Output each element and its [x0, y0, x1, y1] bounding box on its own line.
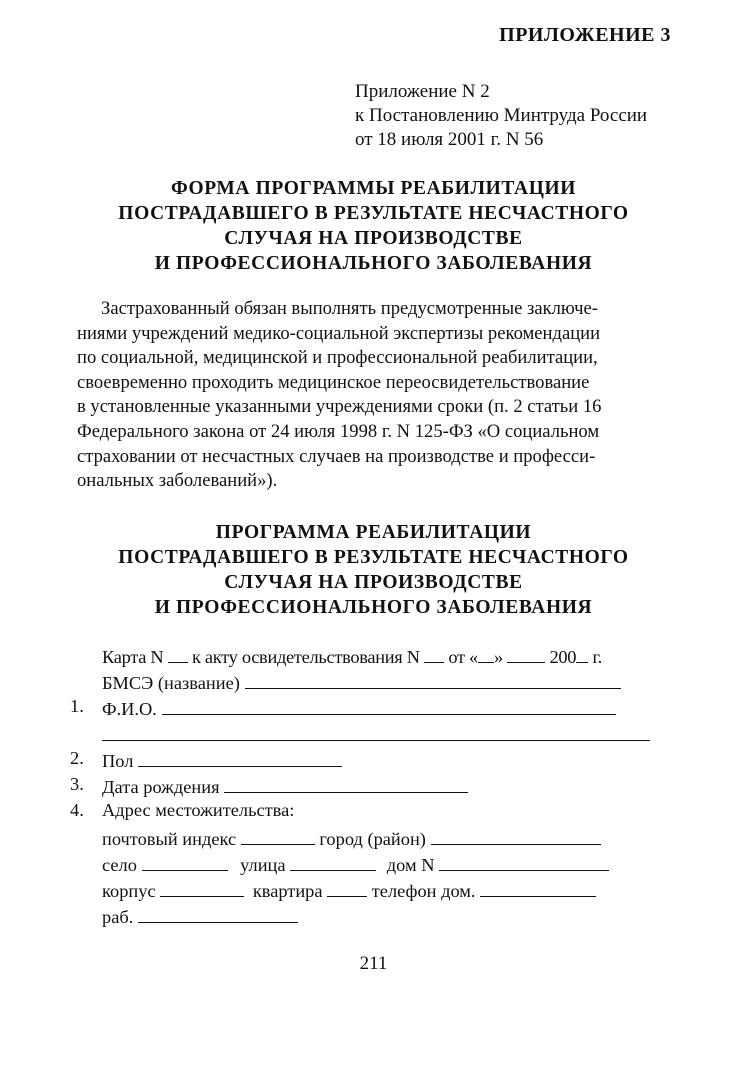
rehabilitation-form [70, 644, 680, 930]
birthdate-label: Дата рождения [102, 777, 220, 797]
work-phone-label: раб. [102, 907, 134, 927]
paragraph-line: ональных заболеваний»). [77, 470, 278, 492]
village-label: село [102, 855, 137, 875]
bmse-name-field[interactable] [245, 670, 621, 689]
act-label: к акту освидетельствования N [191, 647, 420, 667]
building-field[interactable] [160, 878, 244, 897]
paragraph-line: в установленные указанными учреждениями сроки (п. 2 статьи 16 [77, 396, 602, 418]
program-title-line: СЛУЧАЯ НА ПРОИЗВОДСТВЕ [224, 572, 523, 593]
program-title-line: ПРОГРАММА РЕАБИЛИТАЦИИ [215, 522, 532, 543]
program-title-line: И ПРОФЕССИОНАЛЬНОГО ЗАБОЛЕВАНИЯ [154, 597, 593, 618]
work-phone-row [70, 904, 680, 930]
year-digit-field[interactable] [576, 644, 588, 663]
year-label: 200 [549, 647, 577, 667]
item-number: 4. [70, 800, 84, 820]
item-number: 1. [70, 696, 84, 716]
apartment-field[interactable] [327, 878, 367, 897]
birthdate-field[interactable] [224, 774, 468, 793]
postal-city-row [70, 826, 680, 852]
program-title-line: ПОСТРАДАВШЕГО В РЕЗУЛЬТАТЕ НЕСЧАСТНОГО [118, 547, 629, 568]
village-street-row [70, 852, 680, 878]
street-label: улица [240, 855, 286, 875]
program-title [60, 520, 687, 620]
village-field[interactable] [142, 852, 228, 871]
postal-code-field[interactable] [241, 826, 315, 845]
reference-line: Приложение N 2 [355, 81, 490, 102]
item-number: 2. [70, 748, 84, 768]
fio-continuation-row [70, 722, 680, 748]
paragraph-line: страховании от несчастных случаев на производстве и професси- [77, 445, 596, 467]
house-field[interactable] [439, 852, 609, 871]
appendix-label: ПРИЛОЖЕНИЕ 3 [499, 24, 671, 46]
reference-line: от 18 июля 2001 г. N 56 [355, 129, 544, 150]
paragraph-line: Застрахованный обязан выполнять предусмотренные заключе- [101, 298, 598, 319]
decree-reference [355, 80, 647, 152]
card-label: Карта N [102, 647, 164, 667]
reference-line: к Постановлению Минтруда России [355, 105, 648, 126]
apartment-label: квартира [252, 881, 323, 901]
sex-row [70, 748, 680, 774]
fio-row [70, 696, 680, 722]
home-phone-label: телефон дом. [371, 881, 476, 901]
paragraph-line: своевременно проходить медицинское переосвидетельствование [77, 371, 590, 393]
act-number-field[interactable] [424, 644, 444, 663]
address-label: Адрес местожительства: [102, 800, 295, 820]
address-row [70, 800, 680, 826]
day-field[interactable] [478, 644, 494, 663]
form-title-line: ПОСТРАДАВШЕГО В РЕЗУЛЬТАТЕ НЕСЧАСТНОГО [118, 203, 629, 224]
sex-label: Пол [102, 751, 134, 771]
month-field[interactable] [507, 644, 545, 663]
paragraph-line: ниями учреждений медико-социальной экспертизы рекомендации [77, 322, 601, 344]
fio-field[interactable] [162, 696, 616, 715]
bmse-row [70, 670, 680, 696]
form-title-line: СЛУЧАЯ НА ПРОИЗВОДСТВЕ [224, 228, 523, 249]
item-number: 3. [70, 774, 84, 794]
city-field[interactable] [431, 826, 601, 845]
home-phone-field[interactable] [480, 878, 596, 897]
obligation-paragraph [77, 297, 674, 494]
fio-label: Ф.И.О. [102, 699, 157, 719]
fio-field-continuation[interactable] [102, 722, 650, 741]
paragraph-line: по социальной, медицинской и профессиональной реабилитации, [77, 347, 598, 369]
city-label: город (район) [319, 829, 426, 849]
bmse-label: БМСЭ (название) [102, 673, 240, 693]
form-title-line: ФОРМА ПРОГРАММЫ РЕАБИЛИТАЦИИ [170, 178, 577, 199]
sex-field[interactable] [138, 748, 342, 767]
postal-code-label: почтовый индекс [102, 829, 237, 849]
page-number: 211 [359, 953, 388, 974]
house-label: дом N [386, 855, 435, 875]
form-title-line: И ПРОФЕССИОНАЛЬНОГО ЗАБОЛЕВАНИЯ [154, 253, 593, 274]
form-title [60, 176, 687, 276]
building-label: корпус [102, 881, 156, 901]
birthdate-row [70, 774, 680, 800]
work-phone-field[interactable] [138, 904, 298, 923]
building-phone-row [70, 878, 680, 904]
year-suffix: г. [592, 647, 602, 667]
quote-close: » [493, 647, 503, 667]
street-field[interactable] [290, 852, 376, 871]
paragraph-line: Федерального закона от 24 июля 1998 г. N 125-ФЗ «О социальном [77, 420, 600, 442]
card-row [70, 644, 680, 670]
card-number-field[interactable] [168, 644, 188, 663]
date-from-label: от « [448, 647, 478, 667]
